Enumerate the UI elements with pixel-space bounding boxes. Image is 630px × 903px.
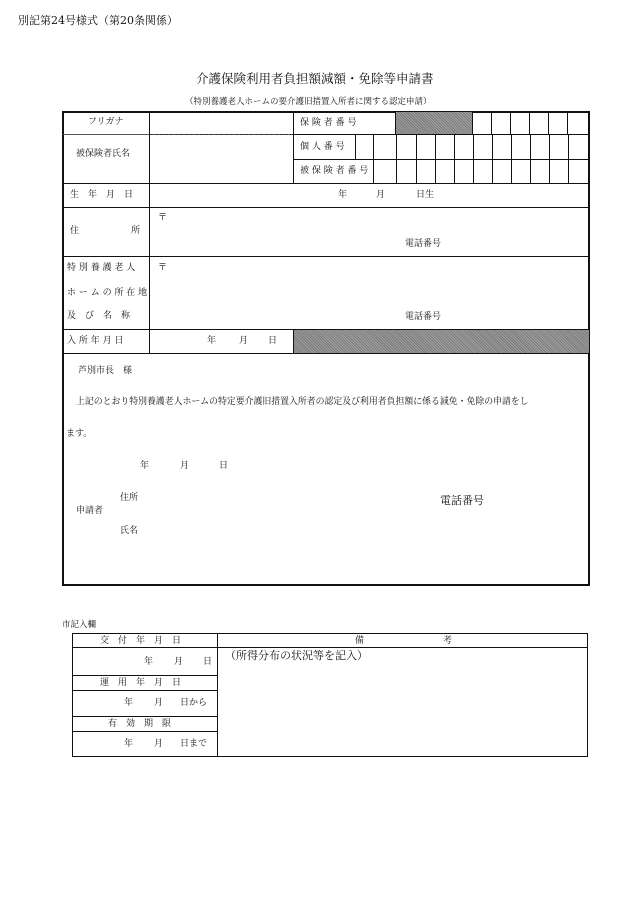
application-body-line-2: ます。 xyxy=(66,429,93,439)
applicant-name-label: 氏名 xyxy=(120,526,139,536)
page-title: 介護保険利用者負担額減額・免除等申請書 xyxy=(196,71,434,86)
address-label-2: 所 xyxy=(131,226,141,236)
facility-label-2: ホ ー ム の 所 在 地 xyxy=(67,288,148,298)
applicant-label: 申請者 xyxy=(76,506,104,516)
insured-name-label: 被保険者氏名 xyxy=(76,149,131,159)
city-section-label: 市記入欄 xyxy=(62,620,97,630)
address-label-1: 住 xyxy=(70,226,80,236)
issue-date-month: 月 xyxy=(174,657,184,667)
application-date-year: 年 xyxy=(140,461,150,471)
admission-label: 入 所 年 月 日 xyxy=(67,336,124,346)
facility-phone-label: 電話番号 xyxy=(405,312,442,322)
admission-year: 年 xyxy=(207,336,217,346)
form-number: 別記第24号様式（第20条関係） xyxy=(18,14,178,27)
admission-day: 日 xyxy=(268,336,278,346)
operation-date-day: 日から xyxy=(180,698,208,708)
issue-date-label: 交 付 年 月 日 xyxy=(100,636,182,646)
addressee: 芦別市長 様 xyxy=(78,366,133,376)
birthdate-label: 生 年 月 日 xyxy=(70,190,134,200)
birthdate-year: 年 xyxy=(338,190,348,200)
validity-label: 有 効 期 限 xyxy=(108,719,172,729)
birthdate-day: 日生 xyxy=(416,190,435,200)
insured-number-label: 被 保 険 者 番 号 xyxy=(300,166,369,176)
furigana-label: フリガナ xyxy=(88,117,124,127)
validity-year: 年 xyxy=(124,739,134,749)
remarks-note: （所得分布の状況等を記入） xyxy=(225,649,368,662)
birthdate-month: 月 xyxy=(376,190,386,200)
facility-postal-mark: 〒 xyxy=(158,263,168,273)
application-date-day: 日 xyxy=(219,461,229,471)
page-subtitle: （特別養護老人ホームの要介護旧措置入所者に関する認定申請） xyxy=(185,97,432,107)
admission-month: 月 xyxy=(239,336,249,346)
operation-date-month: 月 xyxy=(154,698,164,708)
applicant-phone-label: 電話番号 xyxy=(440,494,484,507)
application-date-month: 月 xyxy=(180,461,190,471)
issue-date-year: 年 xyxy=(144,657,154,667)
remarks-label-1: 備 xyxy=(355,636,365,646)
application-body-line-1: 上記のとおり特別養護老人ホームの特定要介護旧措置入所者の認定及び利用者負担額に係る減免・免除の申請をし xyxy=(76,397,529,407)
address-postal-mark: 〒 xyxy=(158,213,168,223)
facility-label-3: 及 び 名 称 xyxy=(67,311,131,321)
issue-date-day: 日 xyxy=(203,657,213,667)
insurer-number-label: 保 険 者 番 号 xyxy=(300,118,357,128)
remarks-label-2: 考 xyxy=(443,636,453,646)
operation-date-label: 運 用 年 月 日 xyxy=(100,678,182,688)
validity-month: 月 xyxy=(154,739,164,749)
admission-shaded xyxy=(294,330,589,353)
applicant-address-label: 住所 xyxy=(120,493,139,503)
operation-date-year: 年 xyxy=(124,698,134,708)
insurer-number-shaded xyxy=(396,112,472,134)
personal-number-label: 個 人 番 号 xyxy=(300,142,345,152)
validity-day: 日まで xyxy=(180,739,208,749)
facility-label-1: 特 別 養 護 老 人 xyxy=(67,263,136,273)
address-phone-label: 電話番号 xyxy=(405,239,442,249)
